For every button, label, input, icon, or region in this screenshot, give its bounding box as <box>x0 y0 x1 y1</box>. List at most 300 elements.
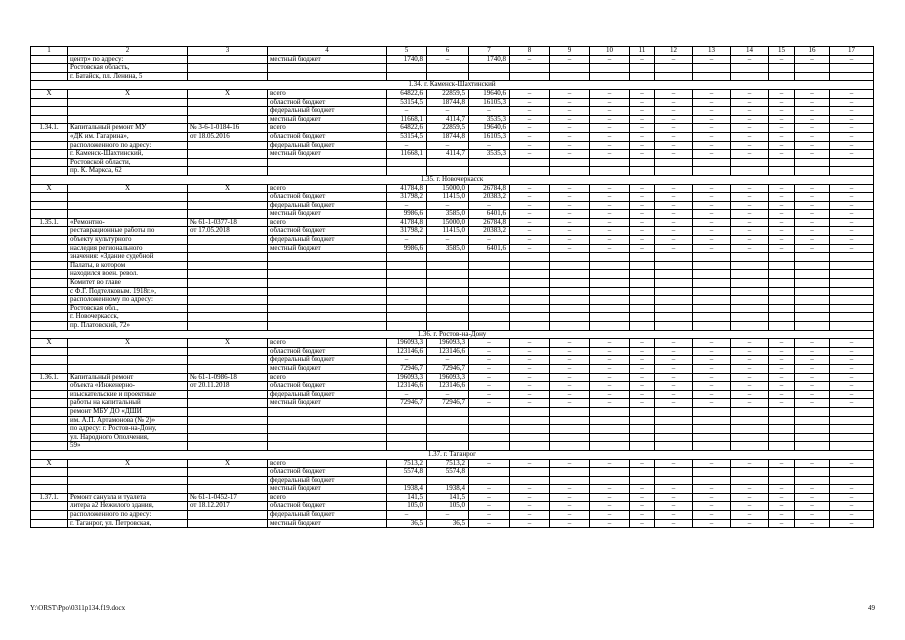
table-cell: – <box>590 339 630 348</box>
table-cell <box>630 64 655 73</box>
table-cell: изыскательские и проектные <box>68 390 188 399</box>
table-cell: объекта «Инженерно- <box>68 382 188 391</box>
table-cell <box>387 433 427 442</box>
table-cell <box>550 253 590 262</box>
table-cell <box>188 476 268 485</box>
table-cell: 4114,7 <box>427 115 469 124</box>
table-cell: – <box>693 184 731 193</box>
table-cell <box>510 158 550 167</box>
table-cell: Ростовская обл., <box>68 304 188 313</box>
budget-table <box>30 46 874 528</box>
table-cell <box>830 407 874 416</box>
table-cell <box>630 425 655 434</box>
table-cell <box>31 55 68 64</box>
table-cell: – <box>693 98 731 107</box>
table-cell: – <box>655 132 693 141</box>
table-cell <box>469 322 510 331</box>
table-cell: – <box>550 210 590 219</box>
table-cell: – <box>731 193 769 202</box>
table-cell: – <box>830 459 874 468</box>
table-cell <box>769 167 795 176</box>
table-cell: 123146,6 <box>427 347 469 356</box>
table-cell <box>655 416 693 425</box>
table-cell <box>31 115 68 124</box>
table-cell <box>769 279 795 288</box>
table-cell: 123146,6 <box>427 382 469 391</box>
table-row <box>31 141 874 150</box>
table-row <box>31 364 874 373</box>
table-cell <box>830 261 874 270</box>
table-cell: – <box>590 356 630 365</box>
table-cell <box>769 296 795 305</box>
table-cell: – <box>830 511 874 520</box>
table-cell: всего <box>268 373 387 382</box>
table-row <box>31 511 874 520</box>
table-cell: – <box>469 511 510 520</box>
table-cell: с Ф.Г. Подтелковым. 1918г.», <box>68 287 188 296</box>
table-cell: – <box>731 227 769 236</box>
table-cell: областной бюджет <box>268 193 387 202</box>
table-cell <box>731 167 769 176</box>
table-cell: федеральный бюджет <box>268 390 387 399</box>
table-cell <box>188 270 268 279</box>
table-cell <box>693 407 731 416</box>
table-cell: – <box>630 519 655 528</box>
table-cell: – <box>550 373 590 382</box>
table-cell: – <box>731 218 769 227</box>
table-cell: – <box>731 115 769 124</box>
table-cell <box>387 279 427 288</box>
table-cell: – <box>830 382 874 391</box>
table-cell <box>31 347 68 356</box>
table-row <box>31 382 874 391</box>
table-cell <box>830 253 874 262</box>
table-cell <box>510 322 550 331</box>
table-cell: – <box>830 141 874 150</box>
column-number-cell: 11 <box>630 47 655 56</box>
table-cell: – <box>731 184 769 193</box>
table-cell: – <box>427 511 469 520</box>
table-cell <box>795 476 830 485</box>
table-cell: – <box>795 459 830 468</box>
table-cell <box>387 425 427 434</box>
table-cell <box>188 356 268 365</box>
table-cell: Капитальный ремонт МУ <box>68 124 188 133</box>
table-cell: – <box>830 373 874 382</box>
table-cell: Ростовская область, <box>68 64 188 73</box>
table-cell: от 17.05.2018 <box>188 227 268 236</box>
table-cell <box>188 115 268 124</box>
section-title: 1.34. г. Каменск-Шахтинский <box>31 81 874 90</box>
table-cell <box>387 270 427 279</box>
table-cell: – <box>469 519 510 528</box>
table-cell: – <box>830 502 874 511</box>
table-cell: 20383,2 <box>469 227 510 236</box>
table-cell: 22859,5 <box>427 124 469 133</box>
table-cell <box>655 425 693 434</box>
table-cell: – <box>590 107 630 116</box>
table-cell: 11668,1 <box>387 115 427 124</box>
table-cell <box>550 72 590 81</box>
table-cell: 7513,2 <box>387 459 427 468</box>
column-number-cell: 1 <box>31 47 68 56</box>
table-cell: – <box>590 55 630 64</box>
column-number-cell: 10 <box>590 47 630 56</box>
table-cell: – <box>795 124 830 133</box>
table-cell <box>769 425 795 434</box>
table-cell <box>693 442 731 451</box>
table-cell <box>655 64 693 73</box>
table-cell <box>769 322 795 331</box>
table-cell <box>31 244 68 253</box>
table-cell: – <box>830 201 874 210</box>
table-cell: – <box>427 141 469 150</box>
table-cell <box>510 296 550 305</box>
table-cell: – <box>693 390 731 399</box>
table-cell: – <box>630 89 655 98</box>
table-cell: – <box>795 493 830 502</box>
table-cell: – <box>550 141 590 150</box>
table-cell: 196093,3 <box>427 339 469 348</box>
table-cell: 36,5 <box>427 519 469 528</box>
table-cell: – <box>469 107 510 116</box>
table-cell: местный бюджет <box>268 150 387 159</box>
table-cell <box>590 425 630 434</box>
table-cell: – <box>630 98 655 107</box>
table-cell: – <box>769 399 795 408</box>
table-cell <box>31 98 68 107</box>
table-cell: – <box>731 519 769 528</box>
table-cell: – <box>795 132 830 141</box>
table-cell: – <box>510 493 550 502</box>
table-cell <box>590 304 630 313</box>
table-cell: федеральный бюджет <box>268 107 387 116</box>
table-cell: – <box>510 132 550 141</box>
table-cell: областной бюджет <box>268 347 387 356</box>
table-cell <box>693 313 731 322</box>
table-cell <box>68 115 188 124</box>
table-cell: – <box>769 364 795 373</box>
table-cell: 196093,3 <box>387 339 427 348</box>
table-cell: – <box>550 107 590 116</box>
table-cell: – <box>693 347 731 356</box>
table-cell: 3535,3 <box>469 115 510 124</box>
table-cell: – <box>731 201 769 210</box>
table-cell <box>510 407 550 416</box>
table-cell <box>590 64 630 73</box>
table-cell <box>693 425 731 434</box>
table-cell: – <box>655 98 693 107</box>
table-cell: – <box>510 373 550 382</box>
table-cell: – <box>655 382 693 391</box>
table-cell: – <box>510 98 550 107</box>
table-cell <box>510 253 550 262</box>
table-cell: – <box>769 485 795 494</box>
table-cell <box>427 270 469 279</box>
table-cell: – <box>550 485 590 494</box>
table-cell: 11415,0 <box>427 227 469 236</box>
table-cell <box>693 304 731 313</box>
table-cell: от 18.12.2017 <box>188 502 268 511</box>
table-cell: – <box>693 459 731 468</box>
table-cell <box>188 296 268 305</box>
table-row <box>31 442 874 451</box>
table-cell: находился воен. револ. <box>68 270 188 279</box>
table-cell: – <box>693 150 731 159</box>
table-cell: г. Таганрог, ул. Петровская, <box>68 519 188 528</box>
table-cell: – <box>769 107 795 116</box>
table-cell: Х <box>188 339 268 348</box>
table-cell: – <box>590 390 630 399</box>
table-cell <box>31 485 68 494</box>
table-cell <box>68 210 188 219</box>
table-cell: – <box>550 244 590 253</box>
table-cell <box>630 261 655 270</box>
document-page <box>30 46 873 528</box>
column-number-cell: 12 <box>655 47 693 56</box>
table-cell: – <box>830 399 874 408</box>
table-cell <box>731 476 769 485</box>
table-cell <box>655 72 693 81</box>
table-cell <box>268 442 387 451</box>
table-cell: – <box>590 141 630 150</box>
table-cell: – <box>590 511 630 520</box>
table-cell: – <box>630 399 655 408</box>
column-number-cell: 8 <box>510 47 550 56</box>
table-cell: – <box>795 511 830 520</box>
table-cell <box>731 304 769 313</box>
table-cell: от 20.11.2018 <box>188 382 268 391</box>
table-cell: пр. Платовский, 72» <box>68 322 188 331</box>
table-cell: № 61-1-0986-18 <box>188 373 268 382</box>
table-cell <box>731 253 769 262</box>
table-cell <box>68 485 188 494</box>
table-cell <box>630 296 655 305</box>
table-cell <box>830 468 874 477</box>
table-row <box>31 150 874 159</box>
table-cell: – <box>630 347 655 356</box>
table-cell: – <box>550 382 590 391</box>
table-cell: – <box>655 150 693 159</box>
table-row <box>31 72 874 81</box>
table-cell <box>510 313 550 322</box>
table-cell: – <box>469 502 510 511</box>
table-cell: – <box>387 511 427 520</box>
table-row <box>31 124 874 133</box>
table-cell: федеральный бюджет <box>268 236 387 245</box>
table-cell: 7513,2 <box>427 459 469 468</box>
table-cell: – <box>590 236 630 245</box>
table-row <box>31 64 874 73</box>
table-cell <box>655 279 693 288</box>
table-cell <box>188 167 268 176</box>
table-cell: – <box>830 210 874 219</box>
table-cell: Комитет во главе <box>68 279 188 288</box>
table-cell <box>31 322 68 331</box>
table-cell <box>31 425 68 434</box>
table-cell: – <box>630 382 655 391</box>
table-cell <box>31 382 68 391</box>
table-cell <box>188 407 268 416</box>
table-cell: – <box>550 193 590 202</box>
table-cell: – <box>795 184 830 193</box>
table-row <box>31 89 874 98</box>
table-cell: – <box>795 356 830 365</box>
table-cell <box>769 287 795 296</box>
table-cell: – <box>590 459 630 468</box>
table-row <box>31 476 874 485</box>
table-cell <box>795 279 830 288</box>
table-cell: 15000,0 <box>427 184 469 193</box>
table-cell: г. Батайск, пл. Ленина, 5 <box>68 72 188 81</box>
table-cell: пр. К. Маркса, 62 <box>68 167 188 176</box>
table-cell: – <box>769 150 795 159</box>
table-cell: – <box>655 184 693 193</box>
table-cell: – <box>630 356 655 365</box>
table-cell <box>510 304 550 313</box>
table-cell <box>655 322 693 331</box>
table-cell <box>68 193 188 202</box>
table-cell <box>387 72 427 81</box>
table-cell: – <box>655 210 693 219</box>
table-cell: – <box>510 459 550 468</box>
table-cell: – <box>510 201 550 210</box>
table-cell <box>31 132 68 141</box>
table-cell: – <box>469 141 510 150</box>
table-cell <box>387 64 427 73</box>
table-cell: – <box>550 347 590 356</box>
table-cell <box>693 270 731 279</box>
table-cell: 64822,6 <box>387 89 427 98</box>
table-cell <box>795 416 830 425</box>
table-cell <box>795 287 830 296</box>
table-cell: – <box>590 227 630 236</box>
table-row <box>31 339 874 348</box>
table-cell: – <box>427 356 469 365</box>
table-cell <box>630 158 655 167</box>
table-cell: – <box>830 132 874 141</box>
table-cell <box>469 468 510 477</box>
table-cell <box>469 64 510 73</box>
table-cell <box>188 261 268 270</box>
table-cell: – <box>469 390 510 399</box>
table-cell <box>188 107 268 116</box>
table-cell <box>427 72 469 81</box>
table-cell: – <box>731 511 769 520</box>
table-cell: 105,0 <box>427 502 469 511</box>
table-cell <box>427 158 469 167</box>
table-cell: – <box>550 339 590 348</box>
table-cell: 123146,6 <box>387 347 427 356</box>
table-cell: – <box>550 364 590 373</box>
table-cell <box>655 468 693 477</box>
table-row <box>31 261 874 270</box>
table-cell <box>469 253 510 262</box>
table-cell: «Ремонтно- <box>68 218 188 227</box>
table-cell <box>769 416 795 425</box>
table-cell: – <box>630 236 655 245</box>
table-cell <box>427 279 469 288</box>
table-cell: – <box>795 382 830 391</box>
table-cell: местный бюджет <box>268 55 387 64</box>
table-cell: – <box>630 390 655 399</box>
table-cell: – <box>427 201 469 210</box>
table-cell: – <box>510 519 550 528</box>
table-cell: – <box>550 55 590 64</box>
table-cell: № 61-1-0452-17 <box>188 493 268 502</box>
table-cell: – <box>510 511 550 520</box>
table-cell: – <box>830 244 874 253</box>
table-cell <box>188 141 268 150</box>
column-number-cell: 3 <box>188 47 268 56</box>
table-cell <box>510 261 550 270</box>
table-cell: – <box>830 150 874 159</box>
table-cell: – <box>469 373 510 382</box>
table-cell: 1938,4 <box>427 485 469 494</box>
table-cell: – <box>590 382 630 391</box>
table-cell <box>510 72 550 81</box>
table-cell <box>31 390 68 399</box>
table-cell: – <box>693 502 731 511</box>
table-cell <box>427 433 469 442</box>
table-cell: 53154,5 <box>387 98 427 107</box>
table-cell <box>769 261 795 270</box>
table-cell: – <box>769 519 795 528</box>
table-cell <box>830 442 874 451</box>
table-cell: – <box>510 399 550 408</box>
table-row <box>31 270 874 279</box>
table-row <box>31 459 874 468</box>
table-cell: 9986,6 <box>387 244 427 253</box>
table-cell: – <box>590 210 630 219</box>
table-cell: – <box>590 115 630 124</box>
table-cell: – <box>510 124 550 133</box>
table-cell: – <box>387 356 427 365</box>
table-cell: – <box>590 347 630 356</box>
table-cell: – <box>550 184 590 193</box>
table-cell <box>550 158 590 167</box>
table-cell <box>469 167 510 176</box>
table-cell: – <box>510 339 550 348</box>
table-cell: – <box>630 339 655 348</box>
table-cell: – <box>655 89 693 98</box>
table-cell <box>510 270 550 279</box>
table-cell: – <box>830 193 874 202</box>
table-cell <box>830 476 874 485</box>
table-cell <box>590 167 630 176</box>
table-cell <box>469 270 510 279</box>
table-cell: – <box>590 98 630 107</box>
table-row <box>31 253 874 262</box>
table-cell: Х <box>188 459 268 468</box>
table-cell: – <box>731 347 769 356</box>
table-cell: – <box>830 115 874 124</box>
table-cell <box>655 313 693 322</box>
table-cell <box>795 167 830 176</box>
table-row <box>31 313 874 322</box>
table-cell: – <box>731 399 769 408</box>
table-cell: – <box>731 141 769 150</box>
table-row <box>31 132 874 141</box>
table-cell <box>31 433 68 442</box>
table-cell <box>590 158 630 167</box>
table-cell <box>510 425 550 434</box>
table-cell: – <box>655 107 693 116</box>
table-cell: – <box>550 124 590 133</box>
table-cell: ремонт МБУ ДО «ДШИ <box>68 407 188 416</box>
table-row <box>31 184 874 193</box>
table-cell <box>590 433 630 442</box>
